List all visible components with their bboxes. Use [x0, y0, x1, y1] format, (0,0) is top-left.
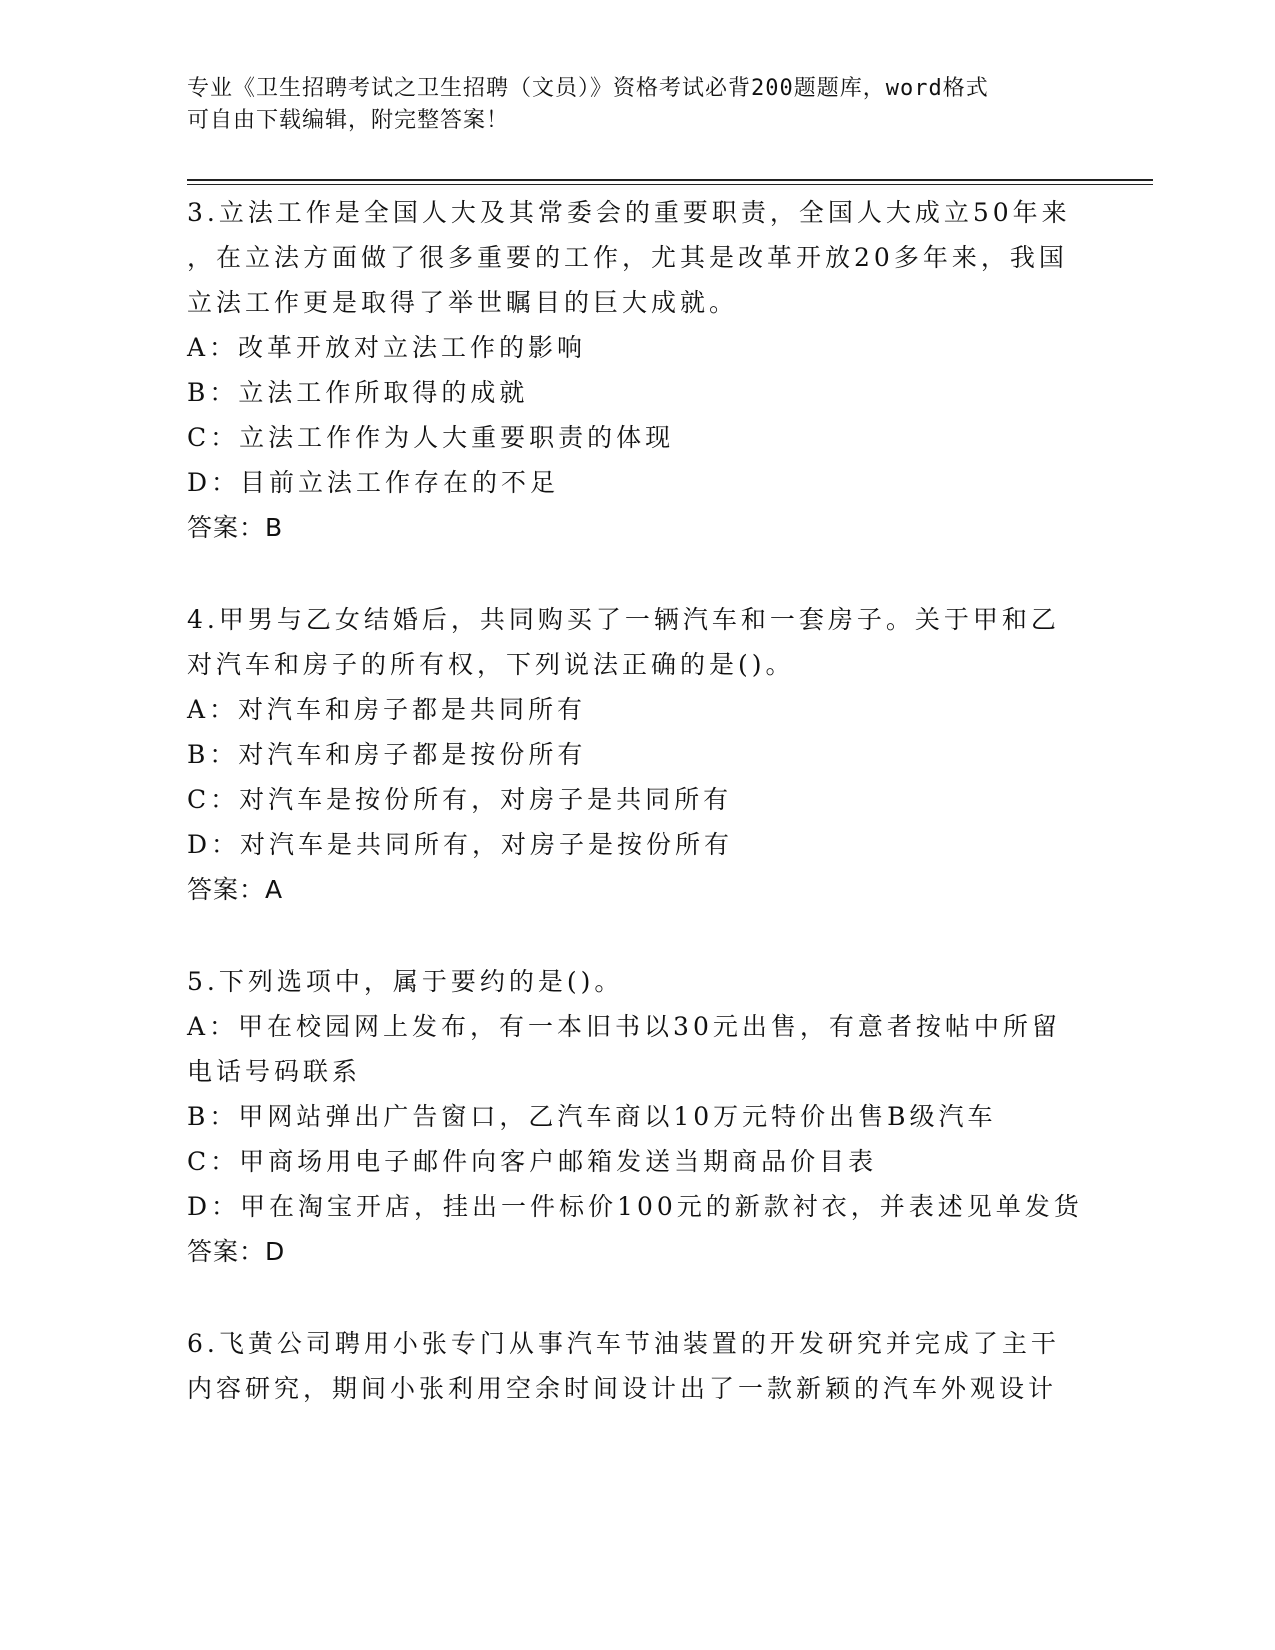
question-stem-line: 4.甲男与乙女结婚后，共同购买了一辆汽车和一套房子。关于甲和乙 — [187, 605, 1060, 634]
question-spacer — [187, 550, 1087, 597]
question-stem-line: ，在立法方面做了很多重要的工作，尤其是改革开放20多年来，我国 — [187, 243, 1068, 272]
option-a: A：甲在校园网上发布，有一本旧书以30元出售，有意者按帖中所留 — [187, 1012, 1061, 1041]
question-3 — [187, 190, 1087, 550]
answer-label: 答案：D — [187, 1237, 286, 1266]
question-5 — [187, 959, 1087, 1274]
option-a: A：对汽车和房子都是共同所有 — [187, 695, 587, 724]
question-stem-line: 3.立法工作是全国人大及其常委会的重要职责，全国人大成立50年来 — [187, 198, 1071, 227]
option-c: C：立法工作作为人大重要职责的体现 — [187, 423, 675, 452]
question-spacer — [187, 1274, 1087, 1321]
header-divider-thick — [187, 179, 1153, 181]
option-b: B：立法工作所取得的成就 — [187, 378, 529, 407]
question-stem-line: 对汽车和房子的所有权，下列说法正确的是()。 — [187, 650, 795, 679]
option-d: D：对汽车是共同所有，对房子是按份所有 — [187, 830, 734, 859]
header-line-2: 可自由下载编辑，附完整答案！ — [187, 108, 510, 133]
option-a: A：改革开放对立法工作的影响 — [187, 333, 587, 362]
header-line-1: 专业《卫生招聘考试之卫生招聘（文员）》资格考试必背200题题库，word格式 — [187, 76, 989, 101]
answer-label: 答案：A — [187, 875, 284, 904]
question-stem-line: 内容研究，期间小张利用空余时间设计出了一款新颖的汽车外观设计 — [187, 1374, 1058, 1403]
question-list — [187, 190, 1087, 1411]
question-stem-line: 6.飞黄公司聘用小张专门从事汽车节油装置的开发研究并完成了主干 — [187, 1329, 1060, 1358]
option-d: D：甲在淘宝开店，挂出一件标价100元的新款衬衣，并表述见单发货 — [187, 1192, 1083, 1221]
option-b: B：甲网站弹出广告窗口，乙汽车商以10万元特价出售B级汽车 — [187, 1102, 997, 1131]
question-stem-line: 5.下列选项中，属于要约的是()。 — [187, 967, 624, 996]
option-d: D：目前立法工作存在的不足 — [187, 468, 560, 497]
option-b: B：对汽车和房子都是按份所有 — [187, 740, 587, 769]
answer-label: 答案：B — [187, 513, 284, 542]
option-a-continued: 电话号码联系 — [187, 1057, 362, 1086]
question-6 — [187, 1321, 1087, 1411]
option-c: C：对汽车是按份所有，对房子是共同所有 — [187, 785, 733, 814]
question-spacer — [187, 912, 1087, 959]
question-4 — [187, 597, 1087, 912]
option-c: C：甲商场用电子邮件向客户邮箱发送当期商品价目表 — [187, 1147, 878, 1176]
header-divider-thin — [187, 184, 1153, 185]
question-stem-line: 立法工作更是取得了举世瞩目的巨大成就。 — [187, 288, 739, 317]
document-header — [187, 73, 1067, 137]
